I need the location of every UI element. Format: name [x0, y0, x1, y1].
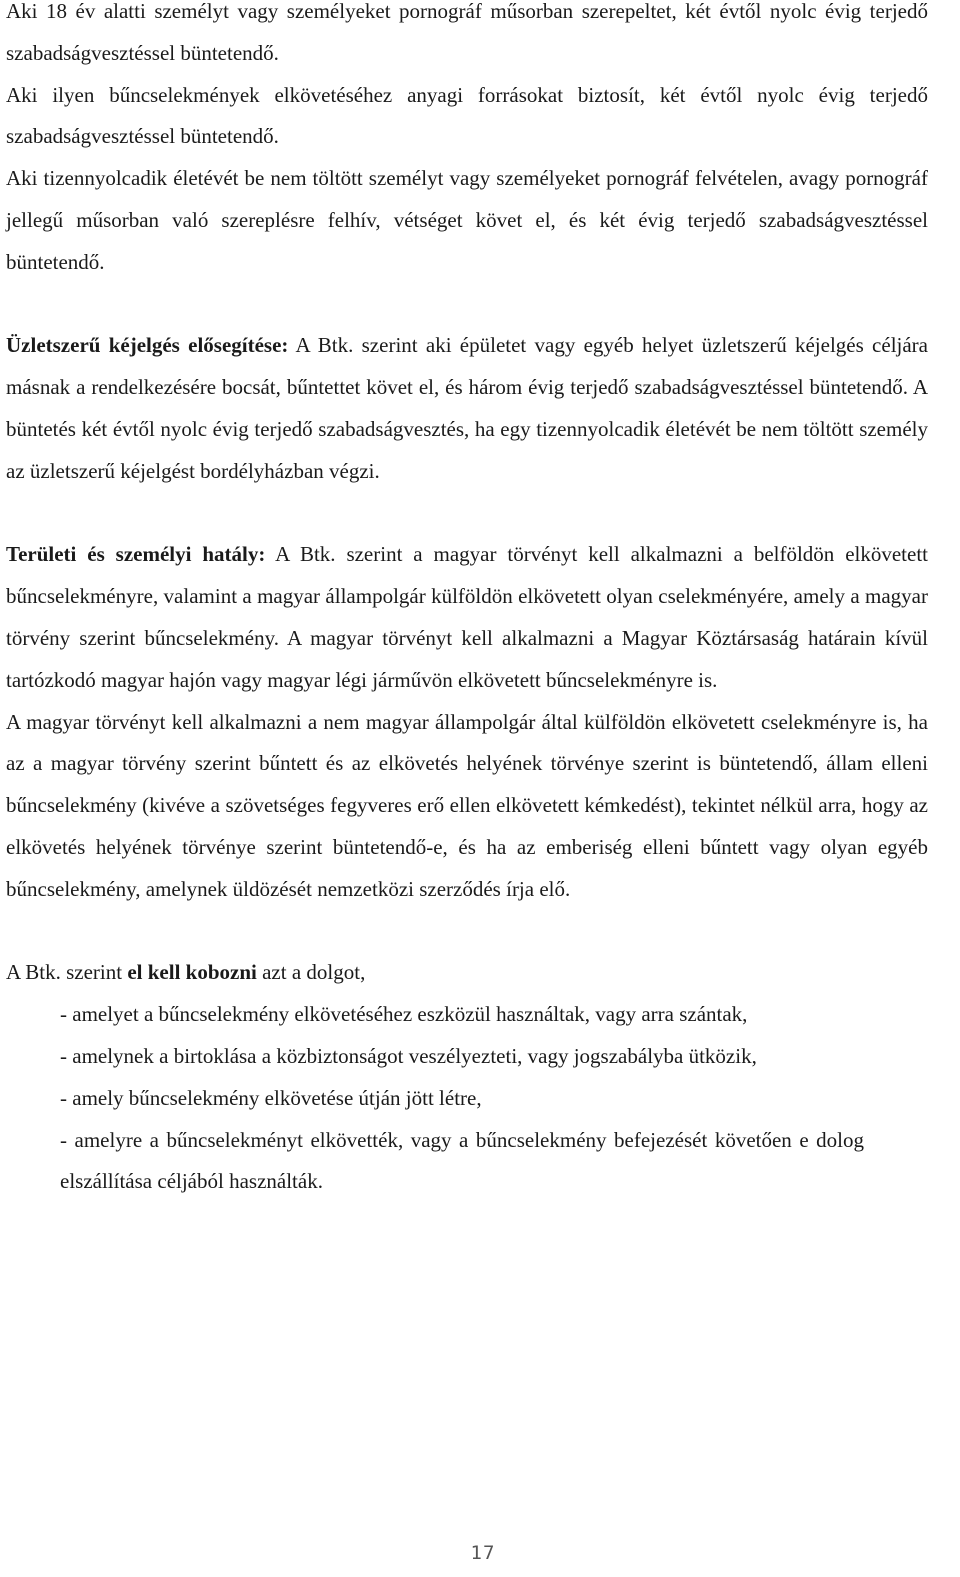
intro-text: azt a dolgot,	[256, 960, 366, 985]
section-heading: Üzletszerű kéjelgés elősegítése:	[6, 333, 289, 358]
section-heading: Területi és személyi hatály:	[6, 542, 266, 567]
confiscation-intro	[6, 952, 928, 994]
section-brothel	[6, 325, 928, 492]
list-item: - amely bűncselekmény elkövetése útján jött létre,	[60, 1085, 482, 1110]
document-page	[6, 0, 928, 1203]
section-scope-continued: A magyar törvényt kell alkalmazni a nem magyar állampolgár által külföldön elkövetett cselekményre is, ha az a magyar törvény szerint bűntett és az elkövetés helyének törvénye szerint is büntetendő, állam elleni bűncselekmény (kivéve a szövetséges fegyveres erő ellen elkövetett kémkedést), tekintet nélkül arra, hogy az elkövetés helyének törvénye szerint büntetendő-e, és ha az emberiség elleni bűntett vagy olyan egyéb bűncselekmény, amelynek üldözését nemzetközi szerződés írja elő.	[6, 709, 928, 901]
section-text: A Btk. szerint aki épületet vagy egyéb helyet üzletszerű kéjelgés céljára másnak a rendelkezésére bocsát, bűntettet követ el, és három évig terjedő szabadságvesztéssel büntetendő. A büntetés két évtől nyolc évig terjedő szabadságvesztés, ha egy tizennyolcadik életévét be nem töltött személy az üzletszerű kéjelgést bordélyházban végzi.	[6, 333, 928, 483]
page-number: 17	[470, 1542, 496, 1564]
paragraph-minor-pornography: Aki 18 év alatti személyt vagy személyeket pornográf műsorban szerepeltet, két évtől nyolc évig terjedő szabadságvesztéssel büntetendő.	[6, 0, 928, 65]
spacer	[6, 284, 928, 326]
intro-text: A Btk. szerint	[6, 960, 128, 985]
paragraph-funding: Aki ilyen bűncselekmények elkövetéséhez anyagi forrásokat biztosít, két évtől nyolc évig terjedő szabadságvesztéssel büntetendő.	[6, 82, 928, 149]
list-item: - amelyet a bűncselekmény elkövetéséhez eszközül használtak, vagy arra szántak,	[60, 1002, 748, 1027]
section-text: A Btk. szerint a magyar törvényt kell alkalmazni a belföldön elkövetett bűncselekményre, valamint a magyar állampolgár külföldön elkövetett olyan cselekményére, amely a magyar törvény szerint bűncselekmény. A magyar törvényt kell alkalmazni a Magyar Köztársaság határain kívül tartózkodó magyar hajón vagy magyar légi járművön elkövetett bűncselekményre is.	[6, 542, 928, 692]
paragraph-solicitation: Aki tizennyolcadik életévét be nem töltött személyt vagy személyeket pornográf felvételen, avagy pornográf jellegű műsorban való szereplésre felhív, vétséget követ el, és két évig terjedő szabadságvesztéssel büntetendő.	[6, 166, 928, 274]
spacer	[6, 493, 928, 535]
spacer	[6, 911, 928, 953]
list-item: - amelyre a bűncselekményt elkövették, vagy a bűncselekmény befejezését követően e dolog elszállítása céljából használták.	[60, 1127, 864, 1194]
intro-emphasis: el kell kobozni	[127, 960, 257, 985]
list-item: - amelynek a birtoklása a közbiztonságot veszélyezteti, vagy jogszabályba ütközik,	[60, 1043, 757, 1068]
confiscation-list	[6, 994, 864, 1203]
section-scope	[6, 534, 928, 701]
